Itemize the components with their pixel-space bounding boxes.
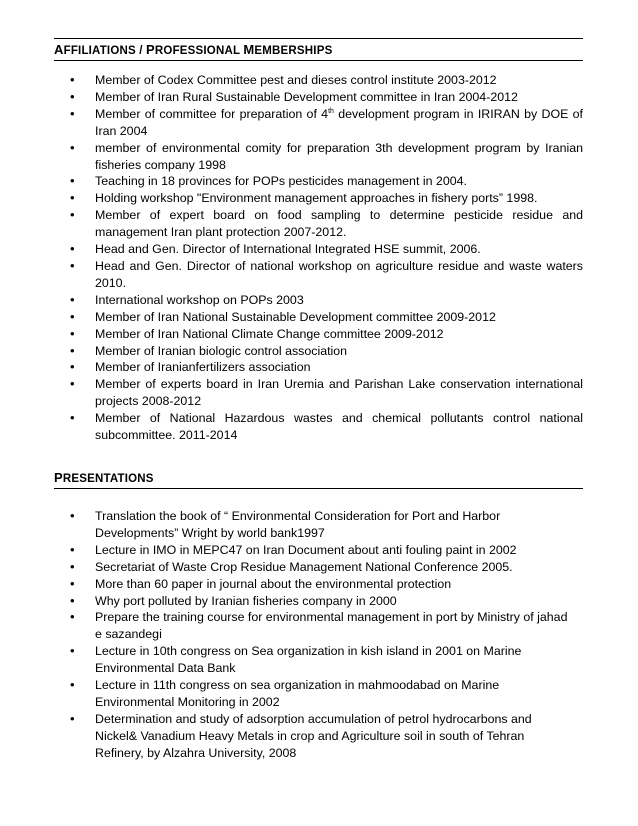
superscript: th [328, 107, 334, 115]
item-text: development program in IRIRAN by DOE of Iran 2004 [95, 106, 583, 138]
list-item: • Member of Codex Committee pest and dieses control institute 2003-2012 [54, 72, 583, 89]
heading-text-m: EMBERSHIPS [254, 45, 333, 57]
heading-cap-m: M [243, 42, 255, 57]
list-item: • Secretariat of Waste Crop Residue Management National Conference 2005. [54, 559, 568, 576]
list-item: • Why port polluted by Iranian fisheries company in 2000 [54, 593, 568, 610]
affiliations-heading [54, 38, 583, 61]
list-item: • Translation the book of “ Environmental Consideration for Port and Harbor Developments” Wright by world bank1997 [54, 508, 568, 542]
list-item: • member of environmental comity for preparation 3th development program by Iranian fisheries company 1998 [54, 140, 583, 174]
list-item: • Member of National Hazardous wastes and chemical pollutants control national subcommittee. 2011-2014 [54, 410, 583, 444]
affiliations-section [54, 38, 583, 444]
list-item: • International workshop on POPs 2003 [54, 292, 583, 309]
list-item: • Holding workshop "Environment management approaches in fishery ports” 1998. [54, 190, 583, 207]
list-item: • More than 60 paper in journal about the environmental protection [54, 576, 568, 593]
list-item: • Determination and study of adsorption accumulation of petrol hydrocarbons and Nickel& Vanadium Heavy Metals in crop and Agriculture soil in south of Tehran Refinery, by Alzahra University, 2008 [54, 711, 568, 762]
presentations-section [54, 471, 583, 762]
heading-text-a: FFILIATIONS / [63, 45, 147, 57]
list-item [54, 106, 583, 140]
presentations-heading [54, 471, 583, 489]
list-item: • Head and Gen. Director of national workshop on agriculture residue and waste waters 2010. [54, 258, 583, 292]
heading-text-p: ROFESSIONAL [154, 45, 244, 57]
list-item: • Member of Iranianfertilizers association [54, 359, 583, 376]
list-item: • Member of expert board on food sampling to determine pesticide residue and management Iran plant protection 2007-2012. [54, 207, 583, 241]
heading-text-p: RESENTATIONS [62, 473, 154, 485]
list-item: • Member of Iran National Sustainable Development committee 2009-2012 [54, 309, 583, 326]
affiliations-list [54, 72, 583, 444]
list-item: • Lecture in IMO in MEPC47 on Iran Document about anti fouling paint in 2002 [54, 542, 568, 559]
list-item: • Teaching in 18 provinces for POPs pesticides management in 2004. [54, 173, 583, 190]
list-item: • Head and Gen. Director of International Integrated HSE summit, 2006. [54, 241, 583, 258]
heading-cap-a: A [54, 42, 64, 57]
list-item: • Member of Iran Rural Sustainable Development committee in Iran 2004-2012 [54, 89, 583, 106]
list-item: • Lecture in 10th congress on Sea organization in kish island in 2001 on Marine Environmental Data Bank [54, 643, 568, 677]
item-text: Member of committee for preparation of 4 [95, 106, 329, 121]
list-item: • Member of Iran National Climate Change committee 2009-2012 [54, 326, 583, 343]
list-item: • Prepare the training course for environmental management in port by Ministry of jahad e sazandegi [54, 609, 568, 643]
heading-cap-p: P [146, 42, 155, 57]
list-item: • Member of Iranian biologic control association [54, 343, 583, 360]
presentations-list [54, 508, 568, 762]
list-item: • Member of experts board in Iran Uremia and Parishan Lake conservation international projects 2008-2012 [54, 376, 583, 410]
list-item: • Lecture in 11th congress on sea organization in mahmoodabad on Marine Environmental Monitoring in 2002 [54, 677, 568, 711]
heading-cap-p: P [54, 470, 63, 485]
